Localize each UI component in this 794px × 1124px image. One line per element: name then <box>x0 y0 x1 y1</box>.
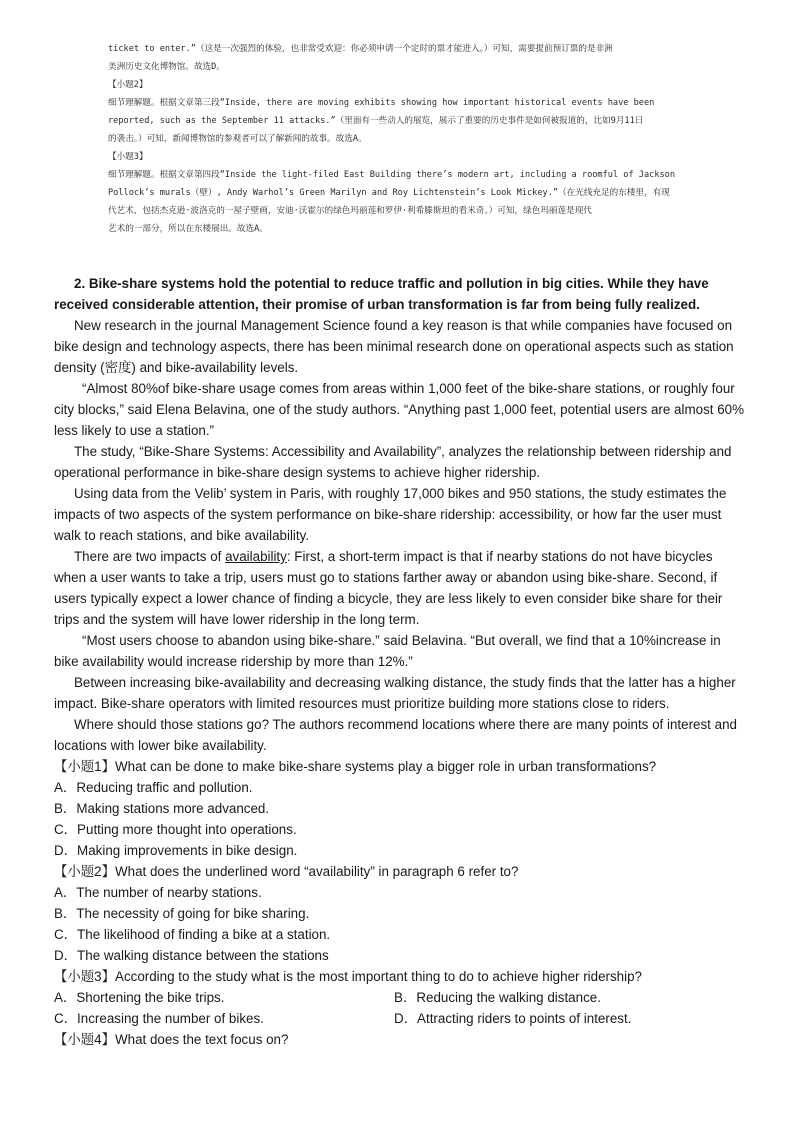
option-c: C．Putting more thought into operations. <box>54 822 297 837</box>
option-c: C．The likelihood of finding a bike at a station. <box>54 927 331 942</box>
answer-explanations <box>108 40 724 238</box>
paragraph: New research in the journal Management Science found a key reason is that while companies have focused on bike design and technology aspects, there has been minimal research done on operational aspects such as station density (密度) and bike-availability levels. <box>54 318 734 375</box>
paragraph-6 <box>54 546 744 630</box>
option-d: D．Making improvements in bike design. <box>54 843 298 858</box>
explanation-line: 【小题3】 <box>108 152 148 162</box>
option-d: D．The walking distance between the stations <box>54 948 329 963</box>
paragraph-text: : First, a short-term impact is that if nearby stations do not have bicycles when a user wants to take a trip, users must go to stations farther away or abandon using bike-share. Second, if users typically expect a lower chance of finding a bicycle, they are less likely to even consider bike share for their trips and the system will have lower ridership in the long term. <box>54 549 723 627</box>
explanation-line: 美洲历史文化博物馆。故选D。 <box>108 62 225 72</box>
passage-lead: 2. Bike-share systems hold the potential to reduce traffic and pollution in big cities. While they have received considerable attention, their promise of urban transformation is far from being fully realized. <box>54 276 709 312</box>
underlined-word: availability <box>225 549 287 564</box>
option-c: C．Increasing the number of bikes. <box>54 1011 264 1026</box>
paragraph-text: There are two impacts of <box>74 549 226 564</box>
paragraph: “Almost 80%of bike-share usage comes from areas within 1,000 feet of the bike-share stations, or roughly four city blocks,” said Elena Belavina, one of the study authors. “Anything past 1,000 feet, potential users are almost 60% less likely to use a station.” <box>54 381 745 438</box>
option-b: B．Reducing the walking distance. <box>394 990 601 1005</box>
explanation-line: 艺术的一部分，所以在东楼展出。故选A。 <box>108 224 268 234</box>
paragraph: “Most users choose to abandon using bike-share.” said Belavina. “But overall, we find that a 10%increase in bike availability would increase ridership by more than 12%.” <box>54 633 721 669</box>
option-a: A．Shortening the bike trips. <box>54 990 225 1005</box>
explanation-line: Pollock’s murals（壁）, Andy Warhol’s Green Marilyn and Roy Lichtenstein’s Look Mickey.”（在光线充足的东楼里，有现 <box>108 188 670 198</box>
option-b: B．The necessity of going for bike sharing. <box>54 906 310 921</box>
options-row <box>54 987 744 1008</box>
paragraph: Using data from the Velib’ system in Paris, with roughly 17,000 bikes and 950 stations, the study estimates the impacts of two aspects of the system performance on bike-share ridership: accessibility, or how far the user must walk to reach stations, and bike availability. <box>54 486 727 543</box>
question-4: 【小题4】What does the text focus on? <box>54 1032 289 1047</box>
explanation-line: ticket to enter.”（这是一次强烈的体验，也非常受欢迎：你必须申请一个定时的票才能进入。）可知，需要提前预订票的是非洲 <box>108 44 613 54</box>
option-b: B．Making stations more advanced. <box>54 801 270 816</box>
explanation-line: 细节理解题。根据文章第四段“Inside the light-filed East Building there’s modern art, including a roomful of Jackson <box>108 170 676 180</box>
explanation-line: 代艺术，包括杰克逊·波洛克的一屋子壁画，安迪·沃霍尔的绿色玛丽莲和罗伊·利希滕斯坦的看米奇。）可知，绿色玛丽莲是现代 <box>108 206 592 216</box>
option-d: D．Attracting riders to points of interest. <box>394 1011 632 1026</box>
explanation-line: 【小题2】 <box>108 80 148 90</box>
option-a: A．Reducing traffic and pollution. <box>54 780 253 795</box>
explanation-line: 细节理解题。根据文章第三段“Inside, there are moving exhibits showing how important historical events have been <box>108 98 655 108</box>
options-row <box>54 1008 744 1029</box>
question-3: 【小题3】According to the study what is the most important thing to do to achieve higher ridership? <box>54 969 642 984</box>
option-a: A．The number of nearby stations. <box>54 885 262 900</box>
explanation-line: reported, such as the September 11 attacks.”（里面有一些动人的展览，展示了重要的历史事件是如何被报道的，比如9月11日 <box>108 116 644 126</box>
paragraph: Between increasing bike-availability and decreasing walking distance, the study finds that the latter has a higher impact. Bike-share operators with limited resources must prioritize building more stations close to riders. <box>54 675 736 711</box>
question-1: 【小题1】What can be done to make bike-share systems play a bigger role in urban transformations? <box>54 759 657 774</box>
paragraph: Where should those stations go? The authors recommend locations where there are many points of interest and locations with lower bike availability. <box>54 717 737 753</box>
paragraph: The study, “Bike-Share Systems: Accessibility and Availability”, analyzes the relationship between ridership and operational performance in bike-share design systems to achieve higher ridership. <box>54 444 732 480</box>
explanation-line: 的袭击。）可知，新闻博物馆的参观者可以了解新闻的故事。故选A。 <box>108 134 367 144</box>
reading-passage <box>54 273 744 1050</box>
question-2: 【小题2】What does the underlined word “availability” in paragraph 6 refer to? <box>54 864 519 879</box>
